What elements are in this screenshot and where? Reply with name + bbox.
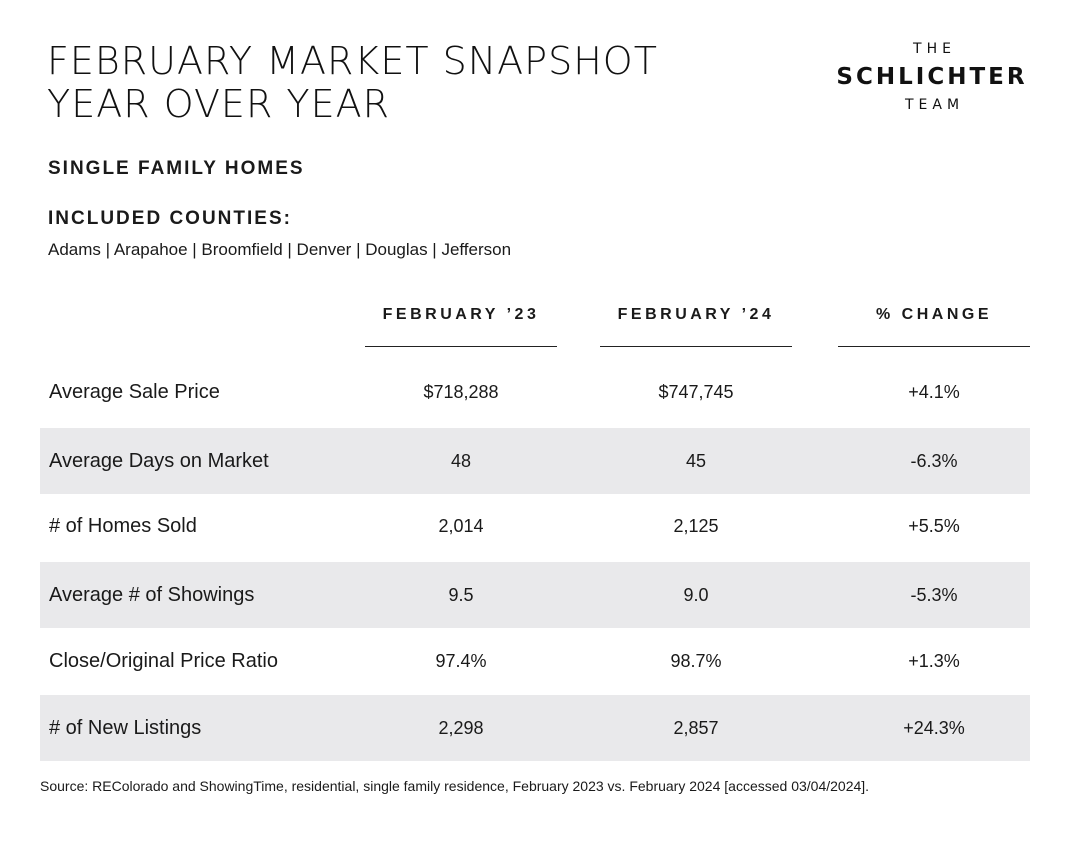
row-value-feb23: 9.5 <box>448 585 474 605</box>
title-line-1: FEBRUARY MARKET SNAPSHOT <box>47 39 658 83</box>
row-value-change: +5.5% <box>908 516 960 536</box>
row-value-feb23: 48 <box>450 451 472 471</box>
table-row-average-showings <box>40 562 1030 628</box>
row-value-change: +4.1% <box>908 382 960 402</box>
table-row-homes-sold <box>40 493 1030 559</box>
counties-heading: INCLUDED COUNTIES: <box>48 208 292 229</box>
row-label: # of New Listings <box>49 717 202 739</box>
row-value-feb23: $718,288 <box>423 382 499 402</box>
row-label: # of Homes Sold <box>49 515 197 537</box>
row-value-change: -6.3% <box>910 451 958 471</box>
row-value-feb24: 9.0 <box>683 585 709 605</box>
row-label: Average Days on Market <box>49 450 269 472</box>
row-label: Average # of Showings <box>49 584 255 606</box>
page-title <box>47 40 767 126</box>
column-header-feb24: FEBRUARY ’24 <box>617 306 775 323</box>
column-divider-change <box>838 346 1030 347</box>
row-value-feb24: $747,745 <box>658 382 734 402</box>
row-value-feb24: 98.7% <box>670 651 722 671</box>
row-value-feb23: 2,298 <box>438 718 484 738</box>
column-divider-feb23 <box>365 346 557 347</box>
logo-top-text: THE <box>913 41 956 57</box>
source-footnote: Source: REColorado and ShowingTime, residential, single family residence, February 2023 vs. February 2024 [accessed 03/04/2024]. <box>40 778 870 794</box>
column-header-feb23: FEBRUARY ’23 <box>382 306 540 323</box>
row-value-feb24: 45 <box>685 451 707 471</box>
property-type-heading: SINGLE FAMILY HOMES <box>48 158 305 179</box>
table-row-average-sale-price <box>40 359 1030 425</box>
row-value-change: -5.3% <box>910 585 958 605</box>
row-label: Close/Original Price Ratio <box>49 650 278 672</box>
row-value-change: +24.3% <box>903 718 965 738</box>
row-value-feb23: 2,014 <box>438 516 484 536</box>
counties-list: Adams | Arapahoe | Broomfield | Denver | Douglas | Jefferson <box>48 240 512 259</box>
row-value-change: +1.3% <box>908 651 960 671</box>
table-row-new-listings <box>40 695 1030 761</box>
team-logo <box>832 40 1032 114</box>
row-label: Average Sale Price <box>49 381 220 403</box>
column-header-change: % CHANGE <box>875 306 992 323</box>
logo-bottom-text: TEAM <box>904 97 965 113</box>
row-value-feb23: 97.4% <box>435 651 487 671</box>
column-divider-feb24 <box>600 346 792 347</box>
table-row-average-days-on-market <box>40 428 1030 494</box>
logo-main-text: SCHLICHTER <box>836 64 1028 90</box>
title-line-2: YEAR OVER YEAR <box>47 82 391 126</box>
table-row-close-original-price-ratio <box>40 628 1030 694</box>
row-value-feb24: 2,857 <box>673 718 719 738</box>
row-value-feb24: 2,125 <box>673 516 719 536</box>
